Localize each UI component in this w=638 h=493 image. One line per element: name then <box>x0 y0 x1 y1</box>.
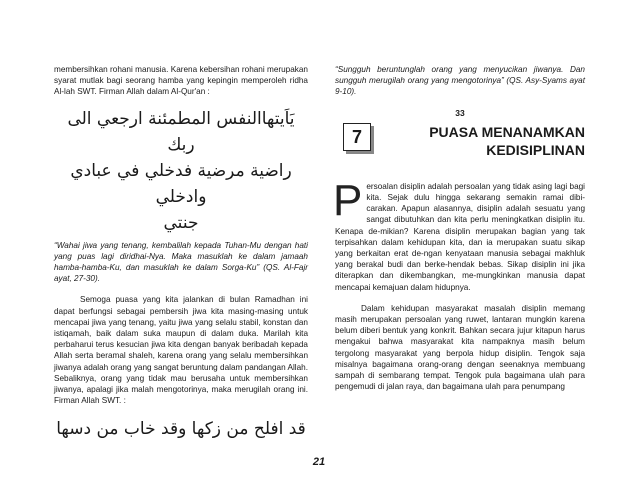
chapter-title-line-2: KEDISIPLINAN <box>486 141 585 158</box>
chapter-heading <box>335 123 585 181</box>
translation-al-fajr: “Wahai jiwa yang tenang, kembalilah kepada Tuhan-Mu dengan hati yang puas lagi diridhai-Nya. Maka masuklah ke dalam jamaah hamba-hamba-Ku, dan masuklah ke dalam Sorga-Ku” (QS. Al-Fajr ayat, 27-30). <box>54 240 308 284</box>
arabic-verse-al-fajr <box>54 106 308 236</box>
chapter-number-badge: 7 <box>343 123 371 151</box>
left-column <box>54 64 308 442</box>
left-paragraph-3: Semoga puasa yang kita jalankan di bulan Ramadhan ini dapat berfungsi sebagai pembersih jiwa kita masing-masing untuk mencapai jiwa yang tenang, yaitu jiwa yang selalu stabil, konstan dan istiqamah, baik dalam suka maupun di dalam duka. Marilah kita perbaharui terus kesucian jiwa kita dengan banyak beribadah kepada Allah serta beramal shaleh, karena orang yang selalu membersihkan jiwanya adalah orang yang sangat beruntung dalam pandangan Allah. Sebaliknya, orang yang tidak mau berusaha untuk membersihkan jiwanya, apalagi jika malah mengotorinya, maka merugilah orang ini. Firman Allah SWT. : <box>54 295 308 406</box>
right-paragraph-1 <box>333 175 585 293</box>
arabic-line-2: راضية مرضية فدخلي في عبادي وادخلي <box>70 160 292 207</box>
left-paragraph-1: membersihkan rohani manusia. Karena kebersihan rohani merupakan syarat mutlak bagi seorang hamba yang kepingin memperoleh ridha Al-lah SWT. Firman Allah dalam Al-Qur'an : <box>54 65 308 97</box>
page-number: 21 <box>312 456 326 468</box>
right-column <box>335 64 585 392</box>
drop-cap: P <box>333 175 363 225</box>
arabic-line-3: جنتي <box>163 212 199 233</box>
top-page-number: 33 <box>455 107 465 118</box>
right-paragraph-1-text: ersoalan disiplin adalah persoalan yang tidak asing lagi bagi kita. Sejak dulu hingga sekarang semakin ramai dibi-carakan. Apapun alasannya, disiplin adalah sesuatu yang sangat dibutuhkan dan kita perlu meningkatkan disiplin itu. Kenapa de-mikian? Karena disiplin merupakan bagian yang tak terpisahkan dalam kehidupan kita, dan ia merupakan suatu sikap yang berkaitan erat de-ngan kenyataan manusia sebagai makhluk yang berakal budi dan berke-hendak bebas. Sikap disiplin ini jika diterapkan dan dikembangkan, me-mungkinkan manusia dapat mencapai kemajuan dalam hidupnya. <box>335 181 585 292</box>
chapter-title-line-1: PUASA MENANAMKAN <box>429 123 585 140</box>
chapter-title <box>385 123 585 159</box>
translation-asy-syams: “Sungguh beruntunglah orang yang menyucikan jiwanya. Dan sungguh merugilah orang yang mengotorinya” (QS. Asy-Syams ayat 9-10). <box>335 65 585 97</box>
arabic-verse-asy-syams: قد افلح من زكها وقد خاب من دسها <box>56 419 306 440</box>
right-paragraph-2: Dalam kehidupan masyarakat masalah disiplin memang masih merupakan persoalan yang ruwet, lantaran mungkin karena belum diberi bentuk yang konkrit. Bahkan secara jujur kitapun harus mengakui bahwa masyarakat kita nampaknya masih belum tergolong masyarakat yang berpola hidup disiplin. Tengok saja misalnya bagaimana orang-orang dengan seenaknya membuang sampah di sembarang tempat. Tengok pula bagaimana ulah para pengemudi di jalan raya, dan bagaimana ulah para penumpang <box>335 303 585 392</box>
arabic-line-1: يَاَيتهاالنفس المطمئنة ارجعي الى ربك <box>67 108 295 155</box>
